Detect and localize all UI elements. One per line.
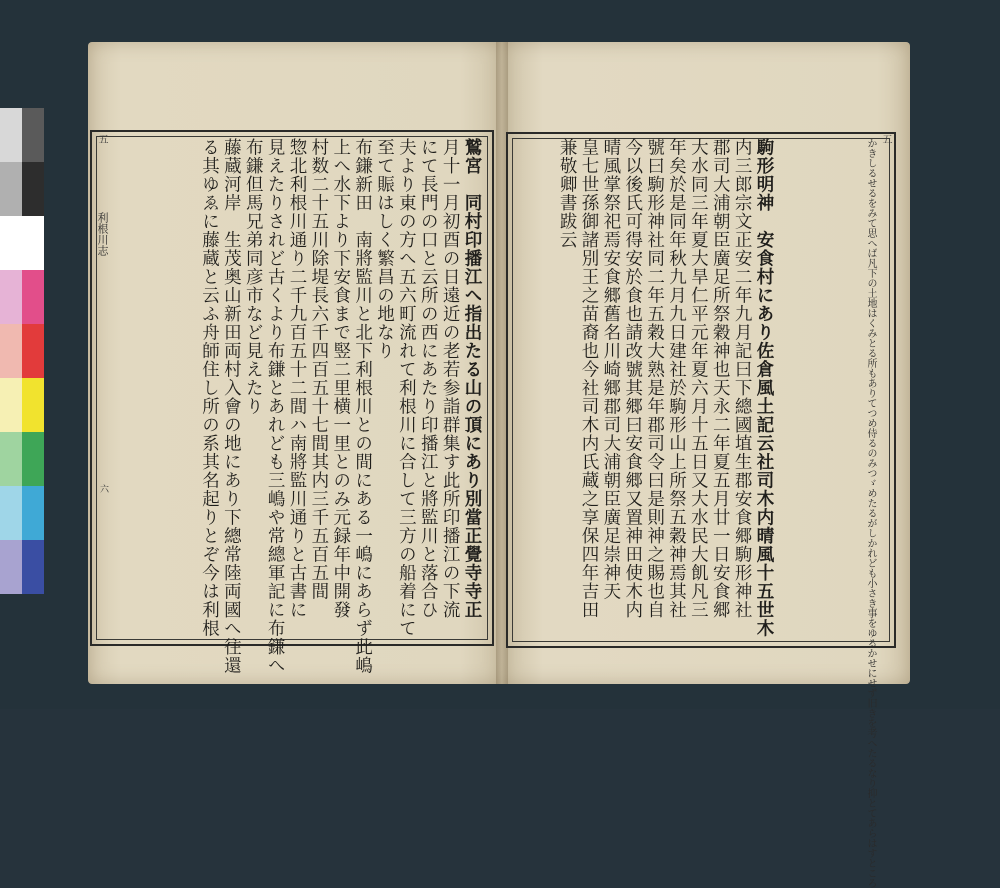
left-text-column: 布鎌但馬兄弟同彦市など見えたり bbox=[243, 138, 264, 416]
right-text-column: 皇七世孫御諸別王之苗裔也今社司木内氏蔵之享保四年吉田 bbox=[579, 138, 599, 619]
left-page-text bbox=[110, 138, 482, 675]
right-text-column: 内三郎宗文正安二年九月記曰下總國埴生郡安食郷駒形神社 bbox=[732, 138, 753, 619]
right-text-column: 晴風掌祭祀焉安食郷舊名川崎郷郡司大浦朝臣廣足崇神天 bbox=[600, 138, 621, 601]
swatch bbox=[0, 162, 22, 216]
right-text-column: 郡司大浦朝臣廣足所祭穀神也天永二年夏五月廿一日安食郷 bbox=[710, 138, 731, 619]
right-page-text bbox=[524, 138, 774, 638]
swatch bbox=[0, 216, 22, 270]
left-text-column: 布鎌新田 南將監川と北下利根川との間にある一嶋にあらず此嶋 bbox=[352, 138, 373, 675]
left-text-column: 村数二十五川除堤長六千四百五十七間其内三千五百五間 bbox=[308, 138, 329, 601]
swatch bbox=[0, 270, 22, 324]
color-calibration-strip bbox=[0, 108, 44, 596]
left-text-column: 夫より東の方へ五六町流れて利根川に合して三方の船着にて bbox=[396, 138, 417, 638]
right-text-column: 兼敬卿書跋云 bbox=[557, 138, 578, 249]
right-text-column: 今以後氏可得安於食也請改號其郷曰安食郷又置神田使木内 bbox=[622, 138, 643, 619]
swatch bbox=[22, 216, 44, 270]
right-folio-number: 五 bbox=[880, 134, 891, 144]
swatch bbox=[0, 486, 22, 540]
swatch bbox=[22, 540, 44, 594]
swatch bbox=[22, 162, 44, 216]
right-text-column: 駒形明神 安食村にあり佐倉風土記云社司木内晴風十五世木 bbox=[754, 138, 774, 638]
left-text-column: 上へ水下より下安食まで竪二里横一里とのみ元録年中開發 bbox=[330, 138, 351, 619]
open-book bbox=[88, 42, 910, 888]
left-text-column: 見えたりされど古くより布鎌とあれども三嶋や常總軍記に布鎌へ bbox=[265, 138, 286, 675]
right-text-column: 大水同三年夏大旱仁平元年夏六月十五日又大水民大飢凡三 bbox=[688, 138, 709, 619]
left-text-column: 鷲宮 同村印播江へ指出たる山の頂にあり別當正覺寺寺正 bbox=[462, 138, 482, 619]
swatch bbox=[22, 324, 44, 378]
swatch bbox=[0, 540, 22, 594]
right-text-column: 號曰駒形神社同二年五穀大熟是年郡司令曰是則神之賜也自 bbox=[644, 138, 665, 619]
marginal-note-line: ゆるかせにせず旧きを考へたるなり bbox=[865, 628, 876, 788]
left-text-column: 至て賑はしく繁昌の地なり bbox=[374, 138, 395, 360]
swatch bbox=[22, 432, 44, 486]
swatch bbox=[0, 432, 22, 486]
swatch bbox=[22, 108, 44, 162]
swatch bbox=[0, 108, 22, 162]
swatch bbox=[0, 378, 22, 432]
left-folio-number: 五 bbox=[96, 134, 107, 144]
right-text-column: 年矣於是同年秋九月九日建社於駒形山上所祭五穀神焉其社 bbox=[666, 138, 687, 619]
swatch bbox=[22, 270, 44, 324]
left-text-column: にて長門の口と云所の西にあたり印播江と將監川と落合ひ bbox=[418, 138, 439, 619]
left-hanshin-title: 利根川志 bbox=[96, 212, 109, 256]
left-leaf-number: 六 bbox=[100, 485, 110, 495]
marginal-note-line: かきしるせるをみて思へば凡下の土地は bbox=[865, 138, 876, 318]
right-page-marginal-notes bbox=[768, 138, 878, 888]
swatch bbox=[0, 324, 22, 378]
marginal-note-line: くみとる所もありてつめ侍るのみ bbox=[865, 318, 876, 468]
left-text-column: る其ゆゑに藤蔵と云ふ舟師住し所の系其名起りとぞ今は利根 bbox=[199, 138, 220, 638]
swatch bbox=[22, 378, 44, 432]
marginal-note-line: 抑とてあらはすところ bbox=[865, 788, 876, 888]
swatch bbox=[22, 486, 44, 540]
left-text-column: 惣北利根川通り二千九百五十二間ハ南將監川通りと古書に bbox=[287, 138, 307, 619]
left-text-column: 月十一月初酉の日遠近の老若参詣群集す此所印播江の下流 bbox=[440, 138, 461, 619]
marginal-note-line: つゞめたるがしかれども小さき事を bbox=[865, 468, 876, 628]
left-text-column: 藤蔵河岸 生茂奥山新田両村入會の地にあり下總常陸両國へ往還 bbox=[221, 138, 242, 675]
